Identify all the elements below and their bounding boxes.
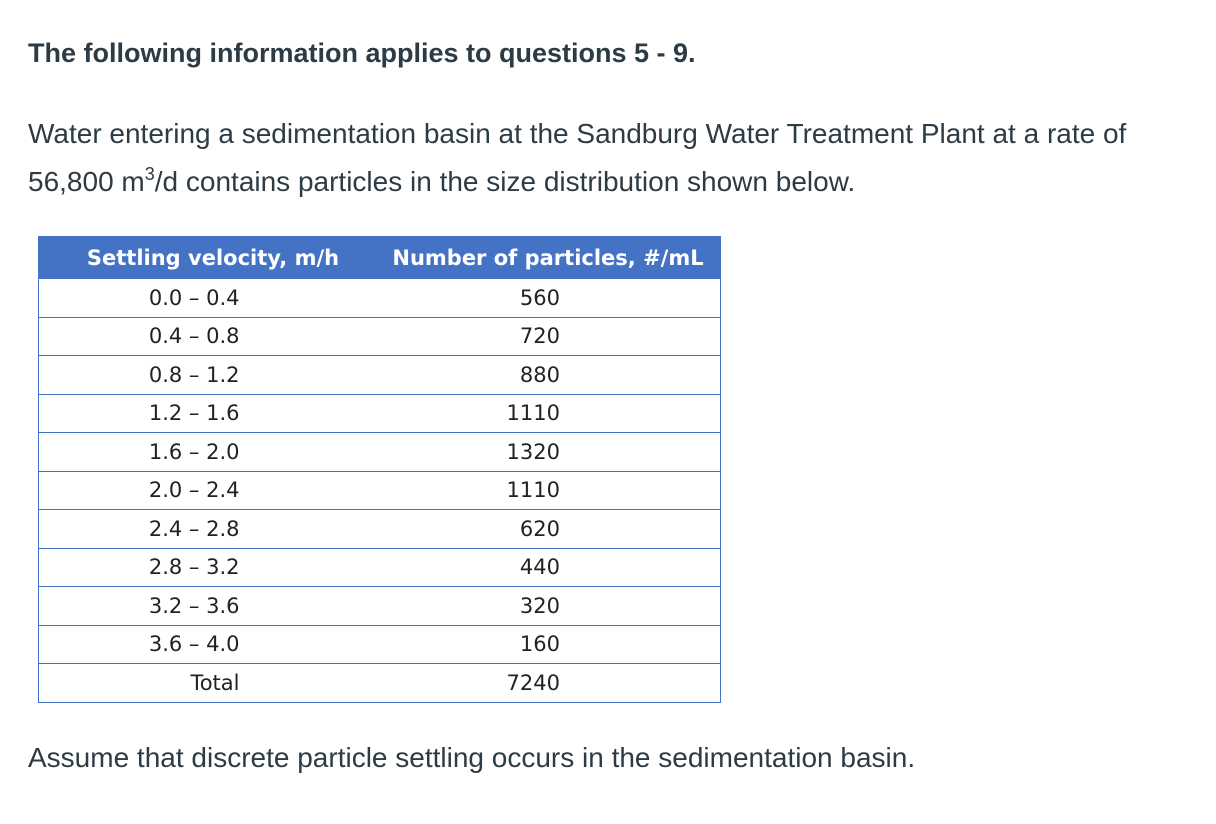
velocity-cell: 2.0 – 2.4 (39, 471, 376, 510)
table-header-row (39, 237, 721, 279)
header-settling-velocity: Settling velocity, m/h (39, 237, 376, 279)
count-cell: 1110 (376, 394, 721, 433)
velocity-cell: 0.8 – 1.2 (39, 356, 376, 395)
total-label-cell: Total (39, 664, 376, 703)
table-row (39, 471, 721, 510)
table-row (39, 625, 721, 664)
table-row (39, 548, 721, 587)
velocity-cell: 0.0 – 0.4 (39, 279, 376, 318)
velocity-cell: 2.8 – 3.2 (39, 548, 376, 587)
intro-text-part2: /d contains particles in the size distribution shown below. (154, 166, 856, 197)
intro-paragraph (28, 110, 1198, 206)
table-row (39, 394, 721, 433)
particle-distribution-table (38, 236, 721, 703)
velocity-cell: 3.2 – 3.6 (39, 587, 376, 626)
table-row (39, 510, 721, 549)
velocity-cell: 1.6 – 2.0 (39, 433, 376, 472)
section-heading: The following information applies to questions 5 - 9. (28, 38, 696, 68)
table-row (39, 317, 721, 356)
count-cell: 880 (376, 356, 721, 395)
assumption-note: Assume that discrete particle settling occurs in the sedimentation basin. (28, 742, 916, 773)
velocity-cell: 0.4 – 0.8 (39, 317, 376, 356)
velocity-cell: 3.6 – 4.0 (39, 625, 376, 664)
count-cell: 620 (376, 510, 721, 549)
table-row (39, 587, 721, 626)
count-cell: 560 (376, 279, 721, 318)
header-number-of-particles: Number of particles, #/mL (376, 237, 721, 279)
table-row (39, 433, 721, 472)
count-cell: 160 (376, 625, 721, 664)
count-cell: 1110 (376, 471, 721, 510)
table-total-row (39, 664, 721, 703)
count-cell: 320 (376, 587, 721, 626)
intro-superscript: 3 (144, 164, 155, 184)
table-row (39, 356, 721, 395)
count-cell: 720 (376, 317, 721, 356)
intro-text-part1: Water entering a sedimentation basin at the Sandburg Water Treatment Plant at a rate of 56,800 m (28, 118, 1127, 197)
velocity-cell: 1.2 – 1.6 (39, 394, 376, 433)
total-count-cell: 7240 (376, 664, 721, 703)
count-cell: 440 (376, 548, 721, 587)
velocity-cell: 2.4 – 2.8 (39, 510, 376, 549)
count-cell: 1320 (376, 433, 721, 472)
table-row (39, 279, 721, 318)
